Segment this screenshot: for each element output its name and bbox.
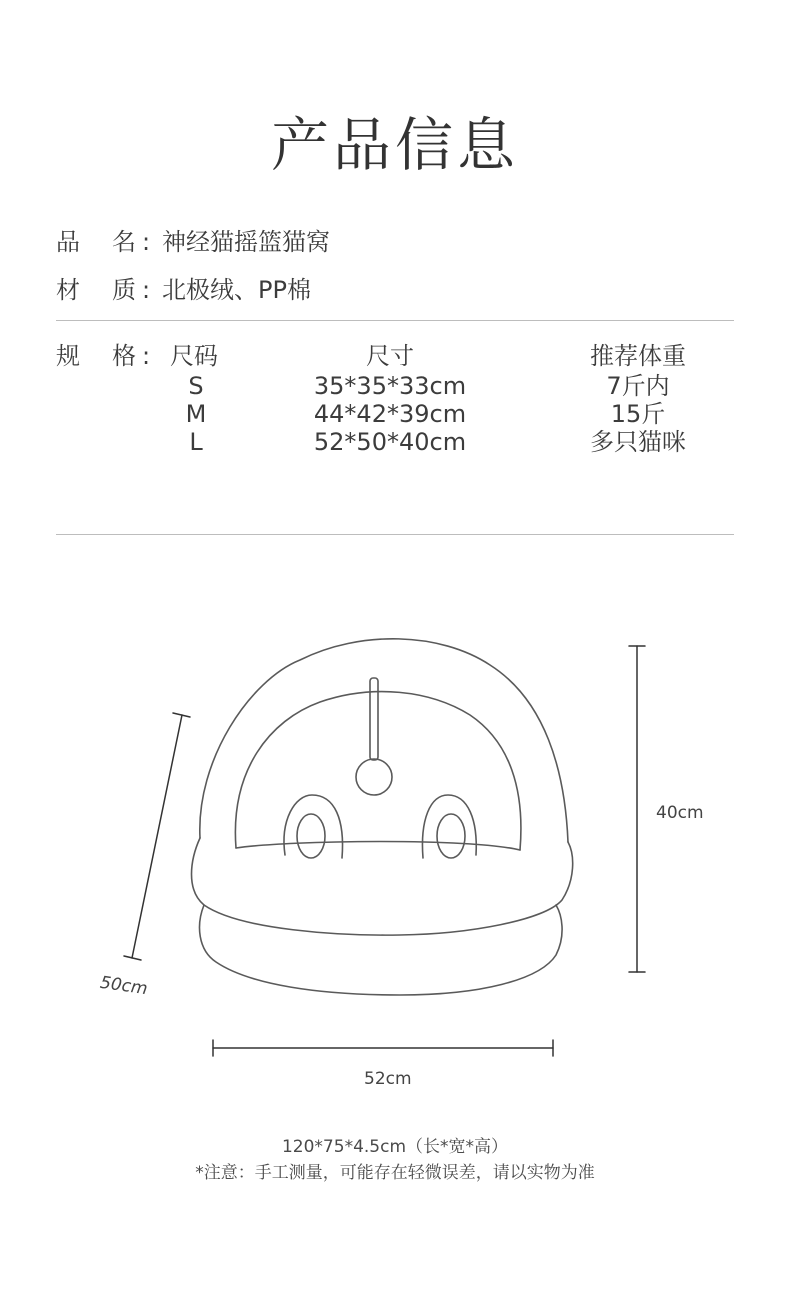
page-title: 产品信息 [270, 111, 519, 179]
dimensions-cell: 44*42*39cm [313, 400, 467, 428]
toy-string [370, 678, 378, 760]
header-size: 尺码 [170, 342, 218, 370]
basket-opening [236, 842, 520, 851]
size-cell: S [188, 372, 204, 400]
toy-ball [356, 759, 392, 795]
spec-colon: : [142, 342, 151, 370]
right-ear-inner [437, 814, 465, 858]
material-value: 北极绒、PP棉 [162, 276, 311, 304]
width-label: 52cm [364, 1069, 412, 1089]
material-colon: : [142, 276, 151, 304]
weight-cell: 15斤 [610, 400, 666, 428]
name-key-1: 品 [56, 228, 80, 256]
material-key-1: 材 [56, 276, 80, 304]
dimensions-cell: 52*50*40cm [313, 428, 467, 456]
dimensions-cell: 35*35*33cm [313, 372, 467, 400]
basket-rim [192, 838, 573, 935]
size-cell: L [189, 428, 203, 456]
spec-key-1: 规 [56, 342, 80, 370]
material-row [56, 270, 311, 305]
weight-cell: 多只猫咪 [590, 428, 686, 456]
disclaimer-note: *注意：手工测量，可能存在轻微误差，请以实物为准 [195, 1163, 595, 1183]
weight-cell: 7斤内 [606, 372, 670, 400]
product-name-value: 神经猫摇篮猫窝 [162, 228, 330, 256]
material-key-2: 质 [112, 276, 136, 304]
depth-label: 50cm [98, 972, 149, 1000]
left-ear-inner [297, 814, 325, 858]
spec-key-2: 格 [112, 342, 136, 370]
spec-label-row [56, 336, 162, 371]
height-label: 40cm [656, 803, 704, 823]
depth-dimension-line [132, 715, 182, 958]
basket-hood-outer [200, 639, 568, 842]
size-cell: M [185, 400, 207, 428]
name-colon: : [142, 228, 151, 256]
basket-base [200, 905, 563, 995]
divider-top [56, 320, 734, 321]
cat-basket-drawing [0, 600, 790, 1100]
size-note: 120*75*4.5cm（长*宽*高） [281, 1137, 509, 1157]
name-key-2: 名 [112, 228, 136, 256]
left-ear [284, 795, 342, 858]
right-ear [422, 795, 476, 858]
header-weight: 推荐体重 [590, 342, 686, 370]
header-dimensions: 尺寸 [366, 342, 414, 370]
product-name-row [56, 222, 330, 257]
divider-bottom [56, 534, 734, 535]
